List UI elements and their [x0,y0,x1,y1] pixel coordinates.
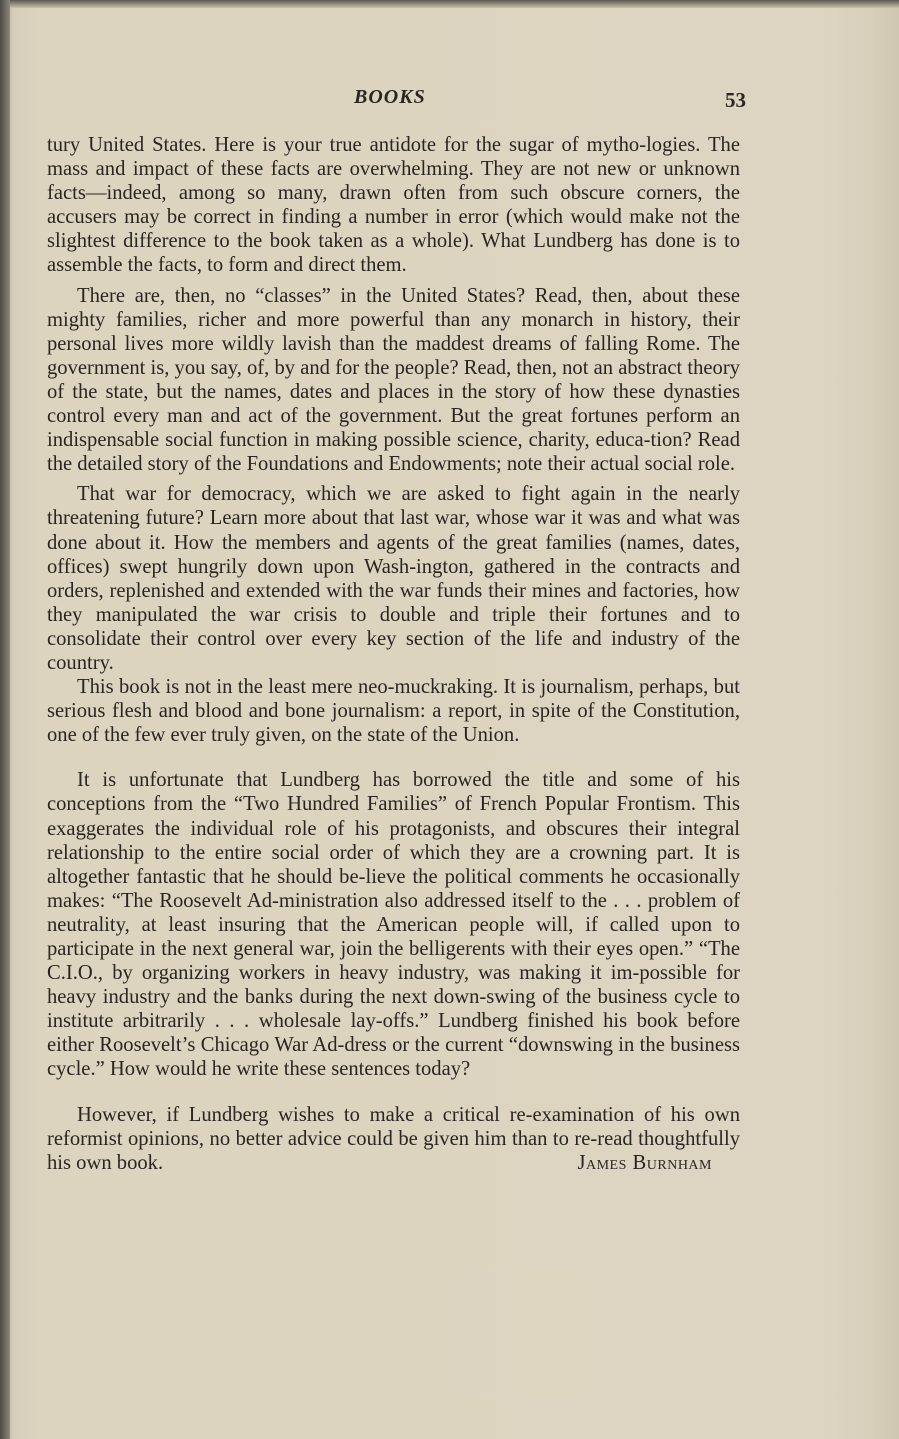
article-body [47,133,740,1175]
page-number: 53 [725,88,746,112]
last-paragraph [47,1103,740,1175]
paragraph: This book is not in the least mere neo-muckraking. It is journalism, perhaps, but serious flesh and blood and bone journalism: a report, in spite of the Constitution, one of the few ever truly given, on the state of the Union. [47,676,740,747]
paragraph: It is unfortunate that Lundberg has borrowed the title and some of his conceptions from the “Two Hundred Families” of French Popular Frontism. This exaggerates the individual role of his protagonists, and obscures their integral relationship to the entire social order of which they are a crowning part. It is altogether fantastic that he should be-lieve the political comments he occasionally makes: “The Roosevelt Ad-ministration also addressed itself to the . . . problem of neutrality, at least insuring that the American people will, if called upon to participate in the next general war, join the belligerents with their eyes open.” “The C.I.O., by organizing workers in heavy industry, was making it im-possible for heavy industry and the banks during the next down-swing of the business cycle to institute arbitrarily . . . wholesale lay-offs.” Lundberg finished his book before either Roosevelt’s Chicago War Ad-dress or the current “downswing in the business cycle.” How would he write these sentences today? [47,769,740,1081]
paragraph-text: However, if Lundberg wishes to make a critical re-examination of his own reformist opinions, no better advice could be given him than to re-read thoughtfully his own book. [47,1103,740,1174]
page-top-edge [0,0,899,8]
binding-shadow [0,0,10,1439]
paragraph: There are, then, no “classes” in the United States? Read, then, about these mighty families, richer and more powerful than any monarch in history, their personal lives more wildly lavish than the maddest dreams of falling Rome. The government is, you say, of, by and for the people? Read, then, not an abstract theory of the state, but the names, dates and places in the story of how these dynasties control every man and act of the government. But the great fortunes perform an indispensable social function in making possible science, charity, educa-tion? Read the detailed story of the Foundations and Endowments; note their actual social role. [47,284,740,476]
paragraph: That war for democracy, which we are asked to fight again in the nearly threatening future? Learn more about that last war, whose war it was and what was done about it. How the members and agents of the great families (names, dates, offices) swept hungrily down upon Wash-ington, gathered in the contracts and orders, replenished and extended with the war funds their mines and factories, how they manipulated the war crisis to double and triple their fortunes and to consolidate their control over every key section of the life and industry of the country. [47,483,740,674]
paragraph: tury United States. Here is your true antidote for the sugar of mytho-logies. The mass and impact of these facts are overwhelming. They are not new or unknown facts—indeed, among so many, drawn often from such obscure corners, the accusers may be correct in finding a number in error (which would make not the slightest difference to the book taken as a whole). What Lundberg has done is to assemble the facts, to form and direct them. [47,134,740,277]
running-head: BOOKS [354,86,426,108]
page-header [0,86,899,120]
author-signature: James Burnham [577,1151,712,1174]
